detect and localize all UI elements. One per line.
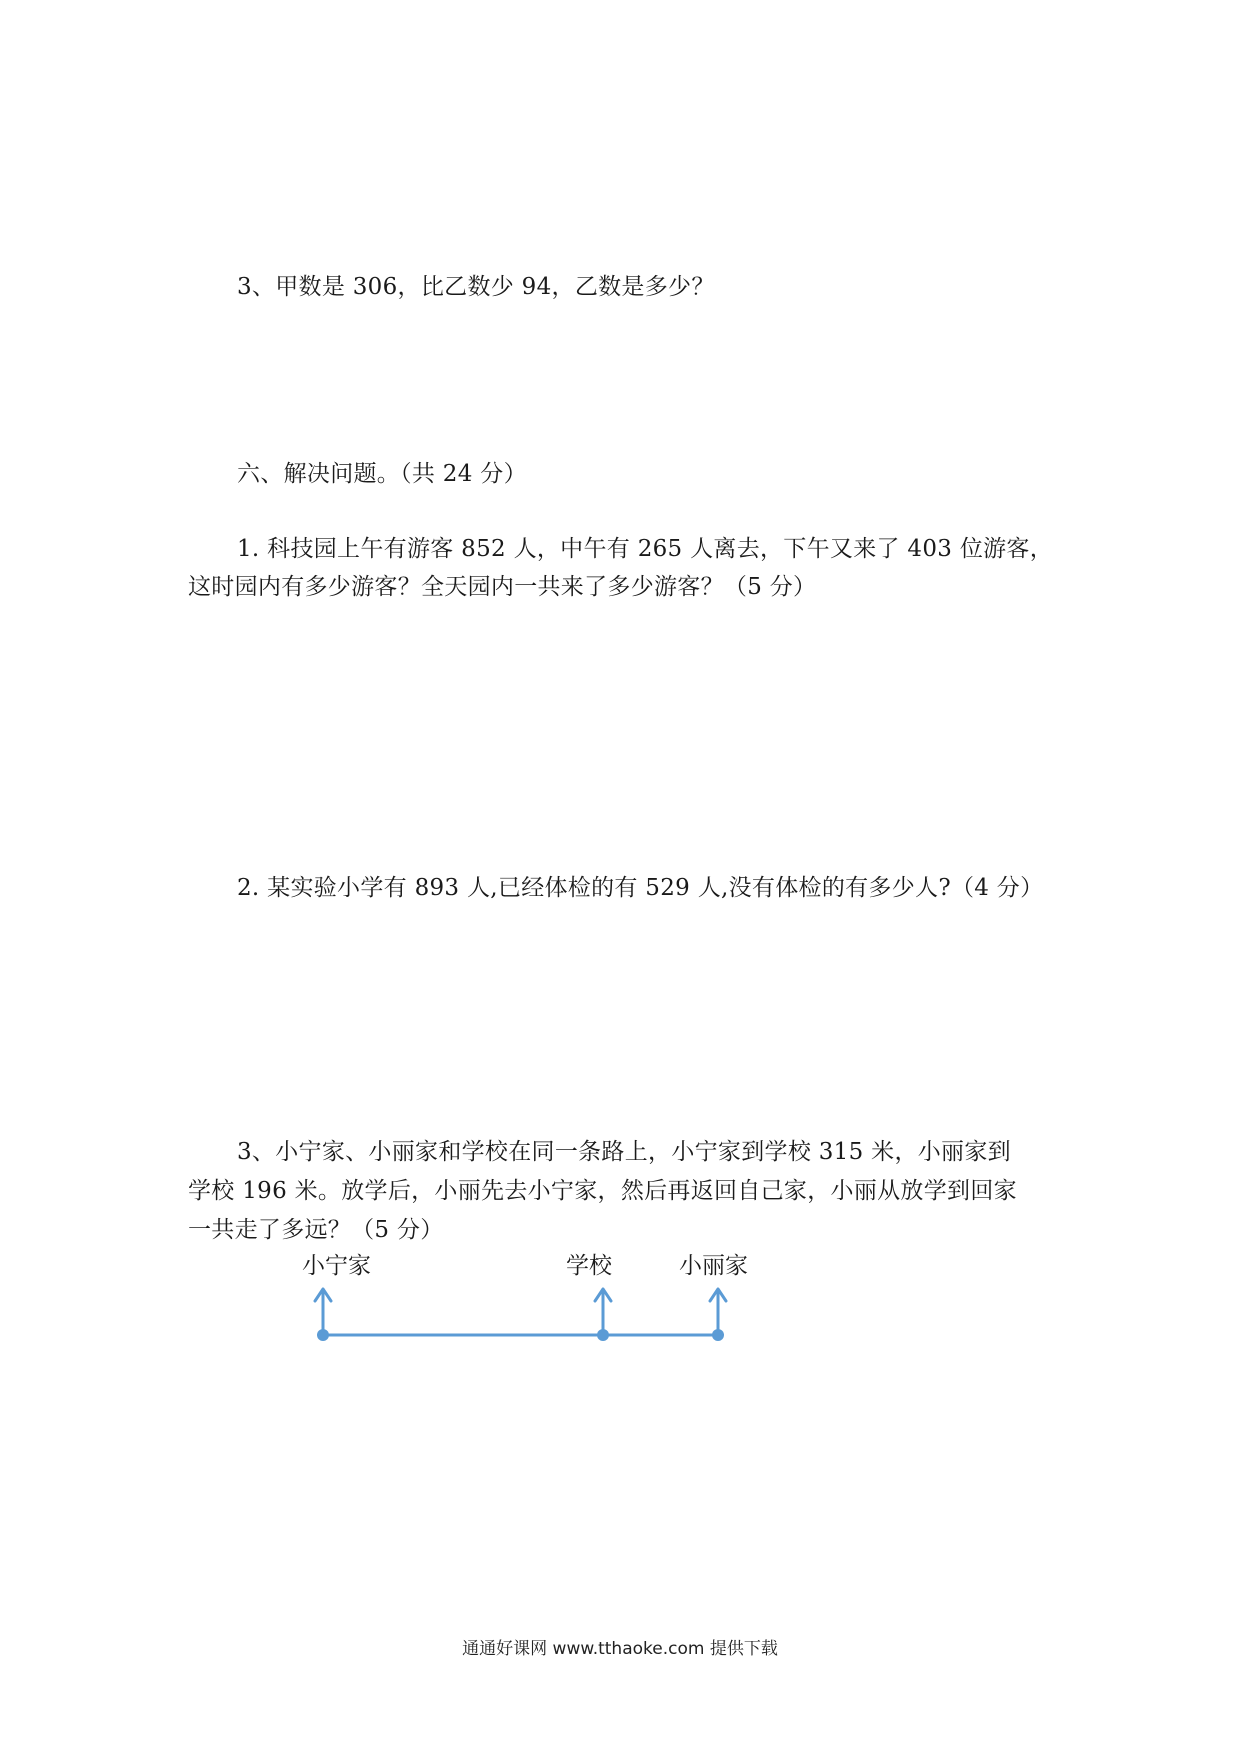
question-6-2-line1: 2. 某实验小学有 893 人,已经体检的有 529 人,没有体检的有多少人?（4 分） — [237, 875, 1044, 901]
point-xiaoning-home — [317, 1329, 329, 1341]
question-6-3-line2: 学校 196 米。放学后，小丽先去小宁家，然后再返回自己家，小丽从放学到回家 — [188, 1178, 1017, 1204]
page-footer: 通通好课网 www.tthaoke.com 提供下载 — [462, 1639, 778, 1659]
label-xiaoning-home: 小宁家 — [302, 1253, 371, 1279]
label-xiaoli-home: 小丽家 — [679, 1253, 748, 1279]
section-heading-problem-solving: 六、解决问题。（共 24 分） — [237, 461, 527, 487]
point-xiaoli-home — [712, 1329, 724, 1341]
point-school — [597, 1329, 609, 1341]
question-6-3-line3: 一共走了多远？（5 分） — [188, 1217, 444, 1243]
question-6-1-line2: 这时园内有多少游客？全天园内一共来了多少游客？（5 分） — [188, 574, 817, 600]
label-school: 学校 — [566, 1253, 612, 1279]
question-6-1-line1: 1. 科技园上午有游客 852 人，中午有 265 人离去，下午又来了 403 位游客， — [237, 536, 1054, 562]
question-6-3-line1: 3、小宁家、小丽家和学校在同一条路上，小宁家到学校 315 米，小丽家到 — [237, 1139, 1011, 1165]
question-5-3: 3、甲数是 306，比乙数少 94，乙数是多少？ — [237, 274, 715, 300]
